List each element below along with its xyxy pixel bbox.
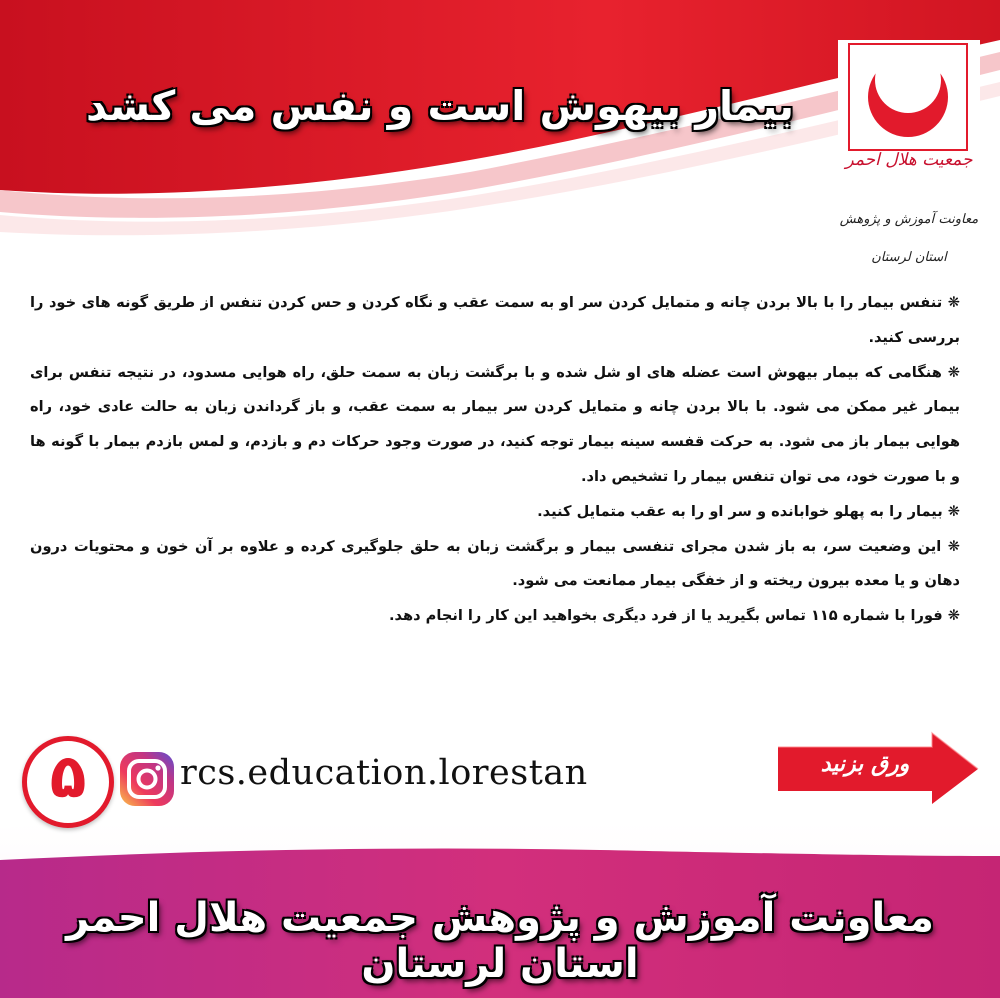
paragraph xyxy=(30,286,960,356)
paragraph xyxy=(30,495,960,530)
paragraph xyxy=(30,356,960,495)
instagram-handle[interactable]: rcs.education.lorestan xyxy=(180,753,588,793)
logo-subtitle-dept: معاونت آموزش و پژوهش xyxy=(839,212,979,227)
swipe-label[interactable]: ورق بزنید xyxy=(820,752,910,777)
content-body xyxy=(30,286,960,634)
paragraph-text: هنگامی که بیمار بیهوش است عضله های او شل شده و با برگشت زبان به سمت حلق، راه هوایی مسدود، در نتیجه تنفس برای بیمار غیر ممکن می شود. با بالا بردن چانه و متمایل کردن سر بیمار به سمت عقب، و باز گرداندن زبان به حالت عادی خود، راه هوایی بیمار باز می شود. به حرکت قفسه سینه بیمار توجه کنید، در صورت وجود حرکات دم و بازدم، و لمس بازدم بیمار با گونه ها و با صورت خود، می توان تنفس بیمار را تشخیص داد. xyxy=(30,363,960,485)
paragraph xyxy=(30,599,960,634)
bullet-icon: ❋ xyxy=(947,607,960,625)
paragraph-text: تنفس بیمار را با بالا بردن چانه و متمایل کردن سر او به سمت عقب و نگاه کردن و حس کردن تنفس از طریق گونه های خود را بررسی کنید. xyxy=(30,294,960,346)
paragraph xyxy=(30,530,960,600)
bullet-icon: ❋ xyxy=(947,363,960,381)
page-title: بیمار بیهوش است و نفس می کشد xyxy=(86,82,794,130)
logo-subtitle-province: استان لرستان xyxy=(871,250,947,265)
paragraph-text: بیمار را به پهلو خوابانده و سر او را به عقب متمایل کنید. xyxy=(537,502,943,520)
bullet-icon: ❋ xyxy=(947,537,960,555)
paragraph-text: فورا با شماره ۱۱۵ تماس بگیرید یا از فرد دیگری بخواهید این کار را انجام دهد. xyxy=(389,607,943,625)
bullet-icon: ❋ xyxy=(947,502,960,520)
logo-name: جمعیت هلال احمر xyxy=(845,150,973,170)
footer-title: معاونت آموزش و پژوهش جمعیت هلال احمر استان لرستان xyxy=(66,895,934,987)
red-crescent-icon xyxy=(847,42,969,152)
page-number: ۵ xyxy=(49,742,87,812)
instagram-icon[interactable] xyxy=(118,750,176,808)
paragraph-text: این وضعیت سر، به باز شدن مجرای تنفسی بیمار و برگشت زبان به حلق جلوگیری کرده و علاوه بر آن خون و محتویات درون دهان و یا معده بیرون ریخته و از خفگی بیمار ممانعت می شود. xyxy=(30,537,960,590)
bullet-icon: ❋ xyxy=(947,294,960,311)
